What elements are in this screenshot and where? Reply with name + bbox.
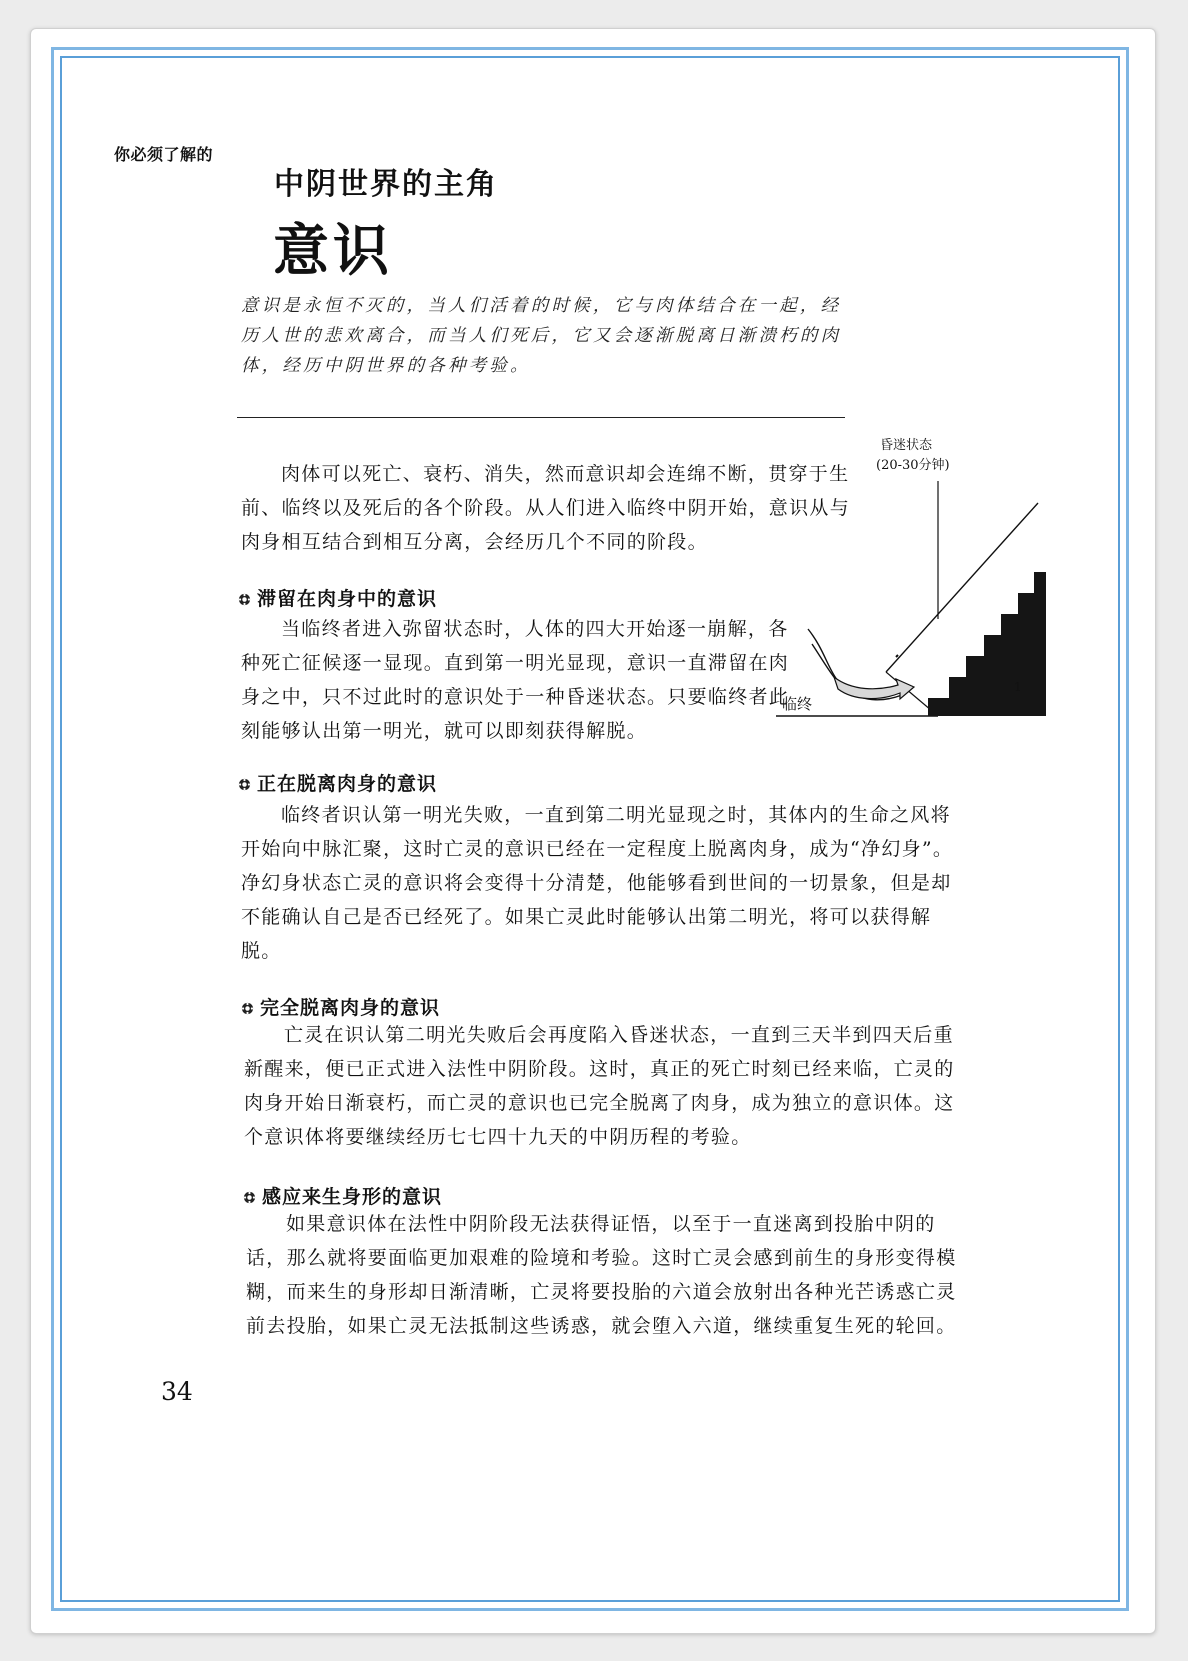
diagram-step-number: 1 xyxy=(1014,680,1022,694)
section-heading xyxy=(243,1182,442,1209)
page-number: 34 xyxy=(161,1377,193,1406)
section-heading xyxy=(241,993,440,1020)
section-heading xyxy=(238,769,437,796)
body-intro-paragraph: 肉体可以死亡、衰朽、消失，然而意识却会连绵不断，贯穿于生前、临终以及死后的各个阶段。从人们进入临终中阴开始，意识从与肉身相互结合到相互分离，会经历几个不同的阶段。 xyxy=(241,463,851,553)
page-subtitle: 中阴世界的主角 xyxy=(274,167,498,202)
intro-paragraph: 意识是永恒不灭的，当人们活着的时候，它与肉体结合在一起，经历人世的悲欢离合，而当人们死后，它又会逐渐脱离日渐溃朽的肉体，经历中阴世界的各种考验。 xyxy=(241,296,842,376)
consciousness-stairs-diagram xyxy=(776,429,1046,749)
section-label: 你必须了解的 xyxy=(114,145,214,164)
section-paragraph: 临终者识认第一明光失败，一直到第二明光显现之时，其体内的生命之风将开始向中脉汇聚，这时亡灵的意识已经在一定程度上脱离肉身，成为“净幻身”。净幻身状态亡灵的意识将会变得十分清楚，他能够看到世间的一切景象，但是却不能确认自己是否已经死了。如果亡灵此时能够认出第二明光，将可以获得解脱。 xyxy=(241,804,954,962)
flower-bullet-icon xyxy=(238,593,251,606)
section-heading-text: 感应来生身形的意识 xyxy=(262,1186,443,1208)
diagram-arrow-icon xyxy=(834,677,914,699)
flower-bullet-icon xyxy=(241,1002,254,1015)
diagram-label-dying: 临终 xyxy=(782,695,813,713)
diagram-label-coma: 昏迷状态 xyxy=(880,438,933,453)
diagram-label-duration: (20-30分钟) xyxy=(876,458,950,473)
section-heading-text: 滞留在肉身中的意识 xyxy=(257,588,438,610)
flower-bullet-icon xyxy=(243,1191,256,1204)
section-heading-text: 正在脱离肉身的意识 xyxy=(257,773,438,795)
page-title: 意识 xyxy=(273,219,393,284)
section-heading-text: 完全脱离肉身的意识 xyxy=(260,997,441,1019)
section-heading xyxy=(238,584,437,611)
section-paragraph: 当临终者进入弥留状态时，人体的四大开始逐一崩解，各种死亡征候逐一显现。直到第一明光显现，意识一直滞留在肉身之中，只不过此时的意识处于一种昏迷状态。只要临终者此刻能够认出第一明光，就可以即刻获得解脱。 xyxy=(241,618,790,742)
flower-bullet-icon xyxy=(238,778,251,791)
page xyxy=(30,28,1156,1634)
diagram-staircase xyxy=(928,549,1046,716)
section-paragraph: 如果意识体在法性中阴阶段无法获得证悟，以至于一直迷离到投胎中阴的话，那么就将要面临更加艰难的险境和考验。这时亡灵会感到前生的身形变得模糊，而来生的身形却日渐清晰，亡灵将要投胎的六道会放射出各种光芒诱惑亡灵前去投胎，如果亡灵无法抵制这些诱惑，就会堕入六道，继续重复生死的轮回。 xyxy=(246,1213,957,1337)
intro-divider xyxy=(237,417,845,418)
section-paragraph: 亡灵在识认第二明光失败后会再度陷入昏迷状态，一直到三天半到四天后重新醒来，便已正式进入法性中阴阶段。这时，真正的死亡时刻已经来临，亡灵的肉身开始日渐衰朽，而亡灵的意识也已完全脱离了肉身，成为独立的意识体。这个意识体将要继续经历七七四十九天的中阴历程的考验。 xyxy=(244,1024,955,1148)
